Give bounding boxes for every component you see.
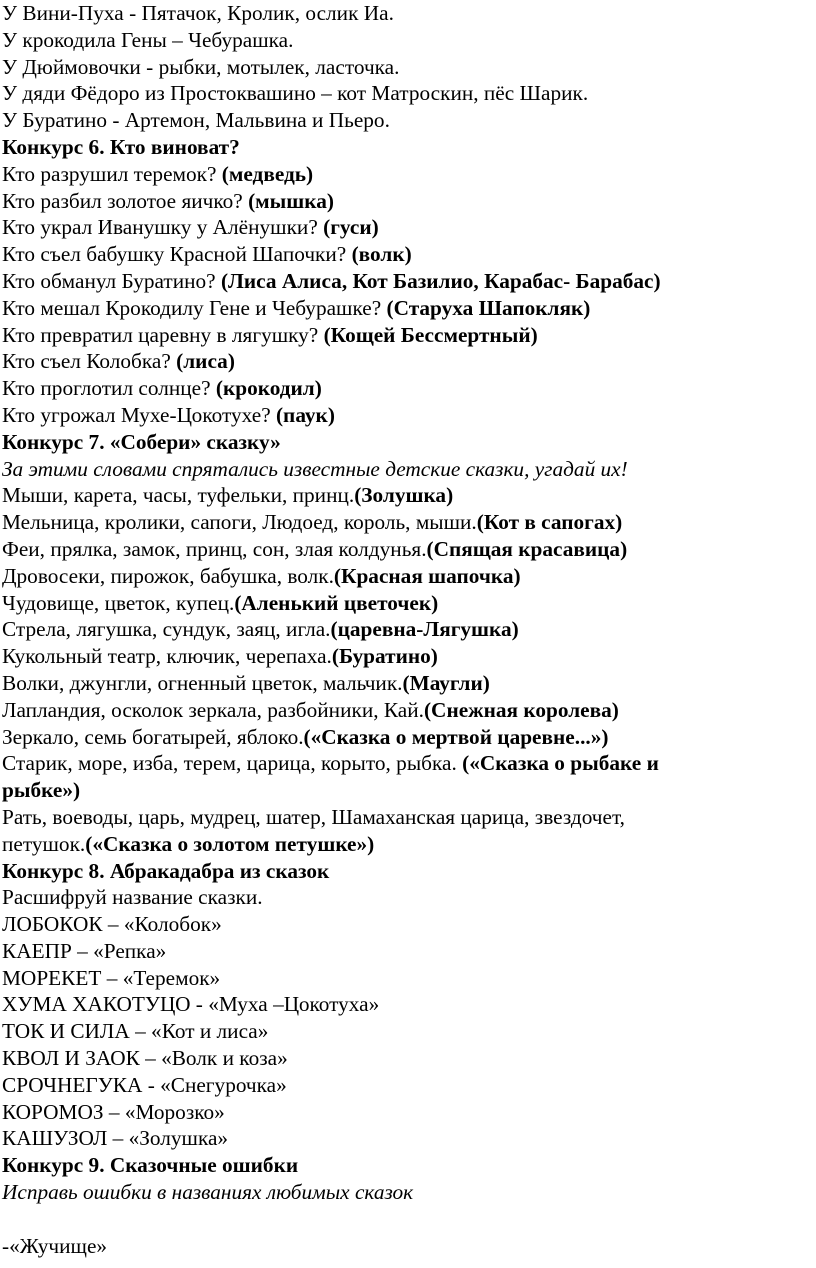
clue-text: Зеркало, семь богатырей, яблоко. — [2, 724, 304, 749]
answer-text: (Золушка) — [354, 483, 454, 508]
contest8-item: КАШУЗОЛ – «Золушка» — [2, 1126, 229, 1151]
answer-text: (царевна-Лягушка) — [330, 617, 519, 642]
friends-line: У Дюймовочки - рыбки, мотылек, ласточка. — [2, 54, 400, 79]
contest6-item — [2, 268, 812, 295]
contest9-heading: Конкурс 9. Сказочные ошибки — [2, 1153, 299, 1178]
document-page — [2, 0, 812, 1259]
contest6-item — [2, 295, 812, 322]
clue-text: Мельница, кролики, сапоги, Людоед, король, мыши. — [2, 510, 477, 535]
question-text: Кто разрушил теремок? — [2, 161, 222, 186]
question-text: Кто съел бабушку Красной Шапочки? — [2, 242, 352, 267]
contest7-item — [2, 643, 812, 670]
contest7-item — [2, 590, 812, 617]
contest8-item: КВОЛ И ЗАОК – «Волк и коза» — [2, 1046, 288, 1071]
clue-text: Феи, прялка, замок, принц, сон, злая колдунья. — [2, 536, 427, 561]
answer-text: («Сказка о рыбаке и — [462, 751, 659, 776]
clue-text: Волки, джунгли, огненный цветок, мальчик. — [2, 670, 403, 695]
question-text: Кто мешал Крокодилу Гене и Чебурашке? — [2, 295, 387, 320]
contest8-item: МОРЕКЕТ – «Теремок» — [2, 965, 221, 990]
clue-text: Мыши, карета, часы, туфельки, принц. — [2, 483, 355, 508]
answer-text: (Кощей Бессмертный) — [323, 322, 538, 347]
friends-line: У Буратино - Артемон, Мальвина и Пьеро. — [2, 108, 390, 133]
answer-text: (Старуха Шапокляк) — [386, 295, 591, 320]
contest7-heading: Конкурс 7. «Собери» сказку» — [2, 429, 281, 454]
answer-text: (Маугли) — [402, 670, 490, 695]
answer-text: (крокодил) — [215, 376, 322, 401]
question-text: Кто превратил царевну в лягушку? — [2, 322, 324, 347]
contest8-item: ЛОБОКОК – «Колобок» — [2, 912, 222, 937]
answer-continuation: рыбке») — [2, 778, 81, 803]
answer-text: («Сказка о золотом петушке») — [85, 831, 375, 856]
contest7-item-continuation — [2, 831, 812, 858]
contest6-item — [2, 161, 812, 188]
answer-text: (Красная шапочка) — [333, 563, 521, 588]
clue-text: Лапландия, осколок зеркала, разбойники, Кай. — [2, 697, 424, 722]
question-text: Кто проглотил солнце? — [2, 376, 216, 401]
blank-line — [2, 1206, 812, 1233]
clue-text: Дровосеки, пирожок, бабушка, волк. — [2, 563, 334, 588]
answer-text: (лиса) — [176, 349, 235, 374]
contest6-item — [2, 375, 812, 402]
contest8-instruction: Расшифруй название сказки. — [2, 885, 263, 910]
question-text: Кто разбил золотое яичко? — [2, 188, 249, 213]
answer-text: (мышка) — [248, 188, 334, 213]
contest9-instruction: Исправь ошибки в названиях любимых сказок — [2, 1180, 414, 1205]
answer-text: (Кот в сапогах) — [476, 510, 623, 535]
contest7-item — [2, 536, 812, 563]
contest8-item: КАЕПР – «Репка» — [2, 938, 167, 963]
contest8-item: ТОК И СИЛА – «Кот и лиса» — [2, 1019, 269, 1044]
answer-text: (Спящая красавица) — [426, 536, 628, 561]
contest7-item — [2, 509, 812, 536]
friends-line: У Вини-Пуха - Пятачок, Кролик, ослик Иа. — [2, 1, 394, 25]
question-text: Кто обманул Буратино? — [2, 268, 221, 293]
contest6-item — [2, 188, 812, 215]
question-text: Кто съел Колобка? — [2, 349, 177, 374]
contest7-item — [2, 670, 812, 697]
clue-text: Чудовище, цветок, купец. — [2, 590, 235, 615]
answer-text: (Буратино) — [331, 644, 438, 669]
contest6-item — [2, 214, 812, 241]
contest8-item: ХУМА ХАКОТУЦО - «Муха –Цокотуха» — [2, 992, 380, 1017]
clue-text: Кукольный театр, ключик, черепаха. — [2, 644, 332, 669]
answer-text: («Сказка о мертвой царевне...») — [303, 724, 609, 749]
contest6-item — [2, 322, 812, 349]
answer-text: (гуси) — [323, 215, 379, 240]
clue-text: Стрела, лягушка, сундук, заяц, игла. — [2, 617, 331, 642]
contest7-item — [2, 616, 812, 643]
contest7-item — [2, 482, 812, 509]
contest7-item — [2, 724, 812, 751]
question-text: Кто угрожал Мухе-Цокотухе? — [2, 402, 276, 427]
clue-text: Старик, море, изба, терем, царица, корыто, рыбка. — [2, 751, 463, 776]
contest6-item — [2, 348, 812, 375]
contest6-item — [2, 402, 812, 429]
contest7-instruction: За этими словами спрятались известные детские сказки, угадай их! — [2, 456, 628, 481]
answer-text: (медведь) — [221, 161, 314, 186]
contest8-item: КОРОМОЗ – «Морозко» — [2, 1099, 225, 1124]
contest8-item: СРОЧНЕГУКА - «Снегурочка» — [2, 1072, 287, 1097]
contest7-item: Рать, воеводы, царь, мудрец, шатер, Шамаханская царица, звездочет, — [2, 804, 625, 829]
answer-text: (Снежная королева) — [423, 697, 619, 722]
clue-text: петушок. — [2, 831, 86, 856]
contest8-heading: Конкурс 8. Абракадабра из сказок — [2, 858, 330, 883]
contest7-item — [2, 563, 812, 590]
question-text: Кто украл Иванушку у Алёнушки? — [2, 215, 324, 240]
contest7-item — [2, 750, 812, 777]
friends-line: У дяди Фёдоро из Простоквашино – кот Матроскин, пёс Шарик. — [2, 81, 589, 106]
contest9-item: -«Жучище» — [2, 1233, 108, 1258]
contest6-heading: Конкурс 6. Кто виноват? — [2, 134, 240, 159]
answer-text: (Аленький цветочек) — [234, 590, 439, 615]
answer-text: (паук) — [275, 402, 335, 427]
friends-line: У крокодила Гены – Чебурашка. — [2, 27, 294, 52]
answer-text: (Лиса Алиса, Кот Базилио, Карабас- Барабас) — [220, 268, 661, 293]
contest7-item — [2, 697, 812, 724]
answer-text: (волк) — [351, 242, 412, 267]
contest6-item — [2, 241, 812, 268]
